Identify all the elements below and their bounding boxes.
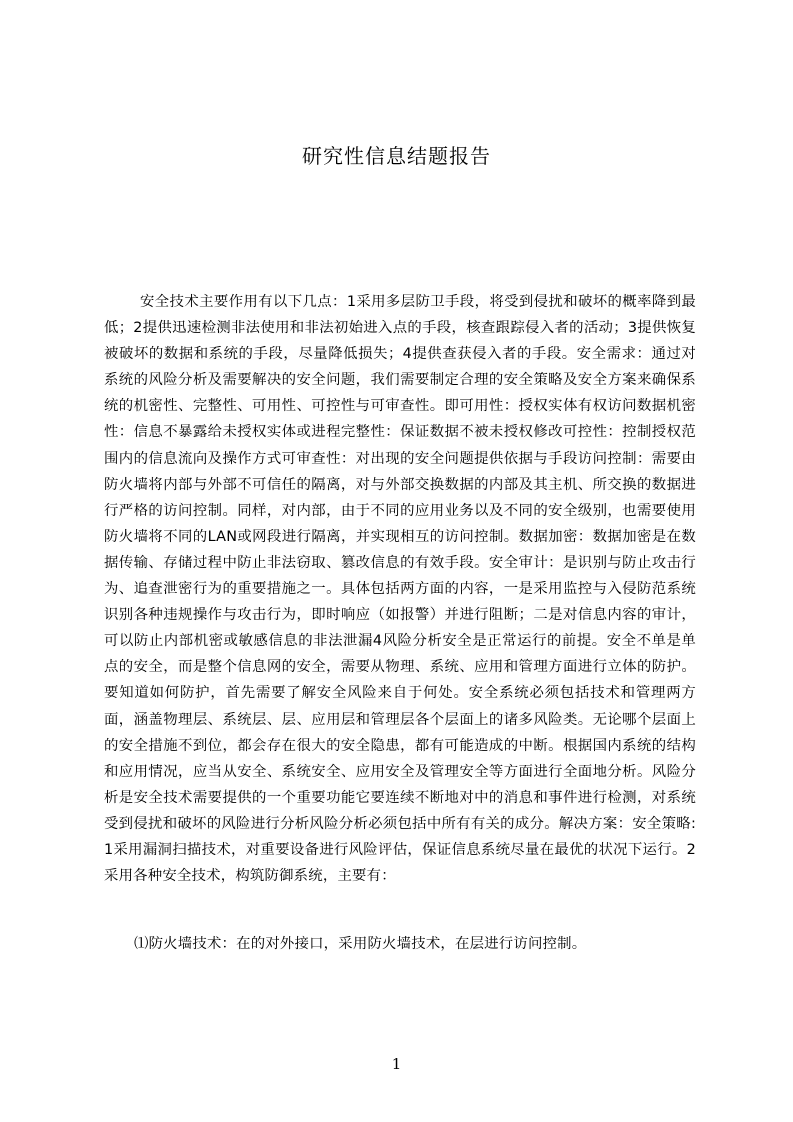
body-paragraph: 安全技术主要作用有以下几点：1采用多层防卫手段，将受到侵扰和破坏的概率降到最低；2提供迅速检测非法使用和非法初始进入点的手段，核查跟踪侵入者的活动；3提供恢复被破坏的数据和系统的手段，尽量降低损失；4提供查获侵入者的手段。安全需求：通过对系统的风险分析及需要解决的安全问题，我们需要制定合理的安全策略及安全方案来确保系统的机密性、完整性、可用性、可控性与可审查性。即可用性：授权实体有权访问数据机密性：信息不暴露给未授权实体或进程完整性：保证数据不被未授权修改可控性：控制授权范围内的信息流向及操作方式可审查性：对出现的安全问题提供依据与手段访问控制：需要由防火墙将内部与外部不可信任的隔离，对与外部交换数据的内部及其主机、所交换的数据进行严格的访问控制。同样，对内部，由于不同的应用业务以及不同的安全级别，也需要使用防火墙将不同的LAN或网段进行隔离，并实现相互的访问控制。数据加密：数据加密是在数据传输、存储过程中防止非法窃取、篡改信息的有效手段。安全审计：是识别与防止攻击行为、追查泄密行为的重要措施之一。具体包括两方面的内容，一是采用监控与入侵防范系统识别各种违规操作与攻击行为，即时响应（如报警）并进行阻断；二是对信息内容的审计，可以防止内部机密或敏感信息的非法泄漏4风险分析安全是正常运行的前提。安全不单是单点的安全，而是整个信息网的安全，需要从物理、系统、应用和管理方面进行立体的防护。要知道如何防护，首先需要了解安全风险来自于何处。安全系统必须包括技术和管理两方面，涵盖物理层、系统层、层、应用层和管理层各个层面上的诸多风险类。无论哪个层面上的安全措施不到位，都会存在很大的安全隐患，都有可能造成的中断。根据国内系统的结构和应用情况，应当从安全、系统安全、应用安全及管理安全等方面进行全面地分析。风险分析是安全技术需要提供的一个重要功能它要连续不断地对中的消息和事件进行检测，对系统受到侵扰和破坏的风险进行分析风险分析必须包括中所有有关的成分。解决方案：安全策略:1采用漏洞扫描技术，对重要设备进行风险评估，保证信息系统尽量在最优的状况下运行。2采用各种安全技术，构筑防御系统，主要有： <box>104 294 696 885</box>
list-item-firewall: ⑴防火墙技术：在的对外接口，采用防火墙技术，在层进行访问控制。 <box>134 936 587 952</box>
document-title: 研究性信息结题报告 <box>302 144 491 168</box>
page-number: 1 <box>391 1055 402 1073</box>
